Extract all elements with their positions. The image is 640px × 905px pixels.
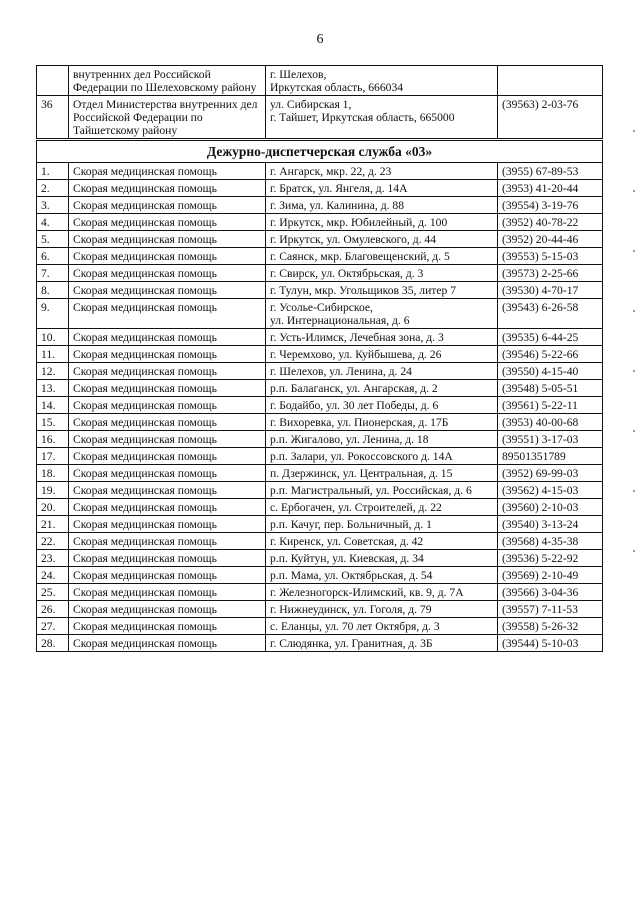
organization-name: Скорая медицинская помощь (69, 380, 266, 397)
organization-name: Скорая медицинская помощь (69, 265, 266, 282)
table-row (37, 635, 603, 652)
table-row (37, 231, 603, 248)
row-number: 24. (37, 567, 69, 584)
table-row (37, 248, 603, 265)
organization-name: Скорая медицинская помощь (69, 248, 266, 265)
row-number: 8. (37, 282, 69, 299)
organization-name: Скорая медицинская помощь (69, 346, 266, 363)
table-row (37, 214, 603, 231)
row-number: 9. (37, 299, 69, 329)
row-number: 17. (37, 448, 69, 465)
table-row (37, 584, 603, 601)
phone-number: (39543) 6-26-58 (498, 299, 603, 329)
table-row (37, 414, 603, 431)
phone-number: (39568) 4-35-38 (498, 533, 603, 550)
address: г. Железногорск-Илимский, кв. 9, д. 7А (266, 584, 498, 601)
row-number: 18. (37, 465, 69, 482)
row-number: 16. (37, 431, 69, 448)
organization-name: Скорая медицинская помощь (69, 567, 266, 584)
address: г. Усолье-Сибирское, ул. Интернациональная, д. 6 (266, 299, 498, 329)
table-row (37, 397, 603, 414)
phone-number: (3953) 40-00-68 (498, 414, 603, 431)
table-row (37, 282, 603, 299)
address: с. Еланцы, ул. 70 лет Октября, д. 3 (266, 618, 498, 635)
address: г. Вихоревка, ул. Пионерская, д. 17Б (266, 414, 498, 431)
table-row (37, 363, 603, 380)
row-number: 7. (37, 265, 69, 282)
phone-number: (39562) 4-15-03 (498, 482, 603, 499)
row-number: 10. (37, 329, 69, 346)
table-row (37, 380, 603, 397)
address: г. Братск, ул. Янгеля, д. 14А (266, 180, 498, 197)
organization-name: Скорая медицинская помощь (69, 397, 266, 414)
ambulance-rows (37, 163, 603, 652)
address: г. Ангарск, мкр. 22, д. 23 (266, 163, 498, 180)
table-row (37, 299, 603, 329)
table-row (37, 448, 603, 465)
address: г. Тулун, мкр. Угольщиков 35, литер 7 (266, 282, 498, 299)
section-title: Дежурно-диспетчерская служба «03» (37, 140, 603, 163)
address: ул. Сибирская 1, г. Тайшет, Иркутская область, 665000 (266, 96, 498, 140)
table-row (37, 66, 603, 96)
phone-number: (39566) 3-04-36 (498, 584, 603, 601)
phone-number: (39540) 3-13-24 (498, 516, 603, 533)
table-row (37, 163, 603, 180)
phone-number: (39544) 5-10-03 (498, 635, 603, 652)
row-number: 25. (37, 584, 69, 601)
row-number: 11. (37, 346, 69, 363)
scan-edge-marks (633, 130, 636, 650)
address: г. Свирск, ул. Октябрьская, д. 3 (266, 265, 498, 282)
organization-name: внутренних дел Российской Федерации по Шелеховскому району (69, 66, 266, 96)
table-row (37, 431, 603, 448)
phone-number: (39535) 6-44-25 (498, 329, 603, 346)
address: г. Бодайбо, ул. 30 лет Победы, д. 6 (266, 397, 498, 414)
address: п. Дзержинск, ул. Центральная, д. 15 (266, 465, 498, 482)
row-number: 23. (37, 550, 69, 567)
row-number: 6. (37, 248, 69, 265)
row-number: 5. (37, 231, 69, 248)
address: г. Иркутск, мкр. Юбилейный, д. 100 (266, 214, 498, 231)
section-header-row (37, 140, 603, 163)
phone-number: (39548) 5-05-51 (498, 380, 603, 397)
address: р.п. Мама, ул. Октябрьская, д. 54 (266, 567, 498, 584)
organization-name: Скорая медицинская помощь (69, 601, 266, 618)
phone-number: (39536) 5-22-92 (498, 550, 603, 567)
row-number: 20. (37, 499, 69, 516)
organization-name: Скорая медицинская помощь (69, 516, 266, 533)
table-row (37, 465, 603, 482)
address: г. Нижнеудинск, ул. Гоголя, д. 79 (266, 601, 498, 618)
row-number: 14. (37, 397, 69, 414)
row-number: 15. (37, 414, 69, 431)
row-number: 12. (37, 363, 69, 380)
page-number: 6 (316, 32, 324, 47)
organization-name: Скорая медицинская помощь (69, 231, 266, 248)
organization-name: Скорая медицинская помощь (69, 635, 266, 652)
phone-number: (3952) 40-78-22 (498, 214, 603, 231)
address: р.п. Качуг, пер. Больничный, д. 1 (266, 516, 498, 533)
address: г. Шелехов, Иркутская область, 666034 (266, 66, 498, 96)
address: г. Черемхово, ул. Куйбышева, д. 26 (266, 346, 498, 363)
organization-name: Скорая медицинская помощь (69, 197, 266, 214)
row-number: 26. (37, 601, 69, 618)
table-row (37, 499, 603, 516)
organization-name: Скорая медицинская помощь (69, 482, 266, 499)
phone-number: (39546) 5-22-66 (498, 346, 603, 363)
row-number: 21. (37, 516, 69, 533)
address: р.п. Куйтун, ул. Киевская, д. 34 (266, 550, 498, 567)
address: р.п. Залари, ул. Рокоссовского д. 14А (266, 448, 498, 465)
organization-name: Скорая медицинская помощь (69, 550, 266, 567)
phone-number: (39557) 7-11-53 (498, 601, 603, 618)
organization-name: Скорая медицинская помощь (69, 363, 266, 380)
contacts-table (36, 65, 603, 652)
phone-number: (3953) 41-20-44 (498, 180, 603, 197)
address: г. Слюдянка, ул. Гранитная, д. 3Б (266, 635, 498, 652)
organization-name: Скорая медицинская помощь (69, 431, 266, 448)
table-row (37, 197, 603, 214)
organization-name: Скорая медицинская помощь (69, 329, 266, 346)
table-row (37, 96, 603, 140)
organization-name: Скорая медицинская помощь (69, 533, 266, 550)
organization-name: Скорая медицинская помощь (69, 299, 266, 329)
row-number: 27. (37, 618, 69, 635)
organization-name: Скорая медицинская помощь (69, 448, 266, 465)
phone-number: (39550) 4-15-40 (498, 363, 603, 380)
organization-name: Скорая медицинская помощь (69, 180, 266, 197)
organization-name: Отдел Министерства внутренних дел Российской Федерации по Тайшетскому району (69, 96, 266, 140)
table-row (37, 265, 603, 282)
row-number: 28. (37, 635, 69, 652)
continued-rows (37, 66, 603, 140)
row-number: 4. (37, 214, 69, 231)
phone-number: (39561) 5-22-11 (498, 397, 603, 414)
row-number (37, 66, 69, 96)
organization-name: Скорая медицинская помощь (69, 163, 266, 180)
table-row (37, 601, 603, 618)
address: р.п. Магистральный, ул. Российская, д. 6 (266, 482, 498, 499)
address: г. Иркутск, ул. Омулевского, д. 44 (266, 231, 498, 248)
organization-name: Скорая медицинская помощь (69, 465, 266, 482)
phone-number: (39551) 3-17-03 (498, 431, 603, 448)
phone-number (498, 66, 603, 96)
phone-number: (39558) 5-26-32 (498, 618, 603, 635)
phone-number: (39563) 2-03-76 (498, 96, 603, 140)
address: с. Ербогачен, ул. Строителей, д. 22 (266, 499, 498, 516)
organization-name: Скорая медицинская помощь (69, 414, 266, 431)
address: г. Киренск, ул. Советская, д. 42 (266, 533, 498, 550)
organization-name: Скорая медицинская помощь (69, 214, 266, 231)
organization-name: Скорая медицинская помощь (69, 282, 266, 299)
address: р.п. Жигалово, ул. Ленина, д. 18 (266, 431, 498, 448)
row-number: 22. (37, 533, 69, 550)
row-number: 2. (37, 180, 69, 197)
table-row (37, 533, 603, 550)
address: г. Усть-Илимск, Лечебная зона, д. 3 (266, 329, 498, 346)
address: г. Шелехов, ул. Ленина, д. 24 (266, 363, 498, 380)
address: г. Саянск, мкр. Благовещенский, д. 5 (266, 248, 498, 265)
phone-number: (3955) 67-89-53 (498, 163, 603, 180)
phone-number: (39573) 2-25-66 (498, 265, 603, 282)
address: р.п. Балаганск, ул. Ангарская, д. 2 (266, 380, 498, 397)
phone-number: (39530) 4-70-17 (498, 282, 603, 299)
table-row (37, 180, 603, 197)
phone-number: (39554) 3-19-76 (498, 197, 603, 214)
phone-number: 89501351789 (498, 448, 603, 465)
table-row (37, 550, 603, 567)
row-number: 1. (37, 163, 69, 180)
address: г. Зима, ул. Калинина, д. 88 (266, 197, 498, 214)
table-row (37, 567, 603, 584)
row-number: 3. (37, 197, 69, 214)
table-row (37, 346, 603, 363)
organization-name: Скорая медицинская помощь (69, 499, 266, 516)
phone-number: (3952) 69-99-03 (498, 465, 603, 482)
phone-number: (39553) 5-15-03 (498, 248, 603, 265)
organization-name: Скорая медицинская помощь (69, 584, 266, 601)
table-row (37, 618, 603, 635)
organization-name: Скорая медицинская помощь (69, 618, 266, 635)
table-row (37, 516, 603, 533)
row-number: 36 (37, 96, 69, 140)
row-number: 13. (37, 380, 69, 397)
table-row (37, 329, 603, 346)
table-row (37, 482, 603, 499)
phone-number: (39569) 2-10-49 (498, 567, 603, 584)
phone-number: (39560) 2-10-03 (498, 499, 603, 516)
row-number: 19. (37, 482, 69, 499)
phone-number: (3952) 20-44-46 (498, 231, 603, 248)
